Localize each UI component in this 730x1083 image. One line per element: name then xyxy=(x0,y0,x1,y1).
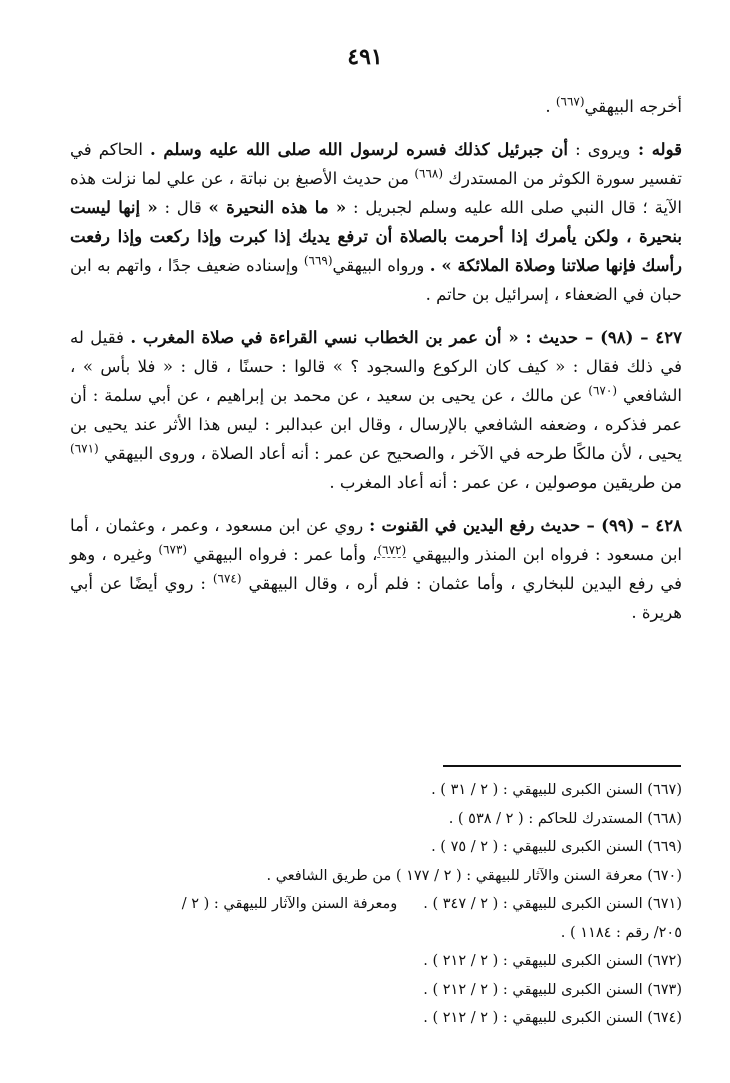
footnote-671-continuation: ٢٠٥/ رقم : ١١٨٤ ) . xyxy=(560,924,682,941)
p4-heading: ٤٢٨ – (٩٩) – حديث رفع اليدين في القنوت : xyxy=(369,516,682,535)
p2-i: ورواه البيهقي xyxy=(332,256,430,275)
p1-tail: . xyxy=(545,97,556,116)
footnote-ref-668: (٦٦٨) xyxy=(414,166,444,181)
main-text xyxy=(70,92,682,627)
footnote-ref-674: (٦٧٤) xyxy=(212,571,242,586)
p4-e: : روي أيضًا عن أبي هريرة . xyxy=(70,574,682,622)
footnote-668: (٦٦٨) المستدرك للحاكم : ( ٢ / ٥٣٨ ) . xyxy=(448,810,682,827)
footnote-671-text: (٦٧١) السنن الكبرى للبيهقي : ( ٢ / ٣٤٧ ) . xyxy=(423,896,682,912)
p3-d: من طريقين موصولين ، عن عمر : أنه أعاد المغرب . xyxy=(329,473,682,492)
p2-d: الحاكم في تفسير سورة الكوثر من المستدرك xyxy=(70,140,682,188)
p3-heading: ٤٢٧ – (٩٨) – حديث : « أن عمر بن الخطاب نسي القراءة في صلاة المغرب . xyxy=(130,328,683,347)
p4-b: روي عن ابن مسعود ، وعمر ، وعثمان ، أما ابن مسعود : فرواه ابن المنذر والبيهقي xyxy=(70,516,683,564)
p2-quote: أن جبرئيل كذلك فسره لرسول الله صلى الله عليه وسلم . xyxy=(150,140,568,159)
footnote-ref-669: (٦٦٩) xyxy=(303,253,333,268)
p3-c: عن مالك ، عن يحيى بن سعيد ، عن محمد بن إبراهيم ، عن أبي سلمة : أن عمر فذكره ، وضعفه الشافعي بالإرسال ، وقال ابن عبدالبر : ليس هذا الأثر عند يحيى بن يحيى ، لأن مالكًا طرحه في الآخر ، والصحيح عن عمر : أنه أعاد الصلاة ، وروى البيهقي xyxy=(70,386,682,463)
paragraph-3 xyxy=(70,323,682,497)
p2-h: « إنها ليست بنحيرة ، ولكن يأمرك إذا أحرمت بالصلاة أن ترفع يديك إذا كبرت وإذا ركعت وإذا رفعت رأسك فإنها صلاتنا وصلاة الملائكة » . xyxy=(70,198,682,275)
footnote-671-extra: ومعرفة السنن والآثار للبيهقي : ( ٢ / xyxy=(181,896,398,912)
p4-d: وغيره ، وهو في رفع اليدين للبخاري ، وأما عثمان : فلم أره ، وقال البيهقي xyxy=(70,545,682,593)
footnote-673: (٦٧٣) السنن الكبرى للبيهقي : ( ٢ / ٢١٢ ) . xyxy=(423,981,682,998)
footnote-ref-672: (٦٧٢) xyxy=(377,542,407,557)
p1-text: أخرجه البيهقي xyxy=(584,97,682,116)
footnote-674: (٦٧٤) السنن الكبرى للبيهقي : ( ٢ / ٢١٢ ) . xyxy=(423,1010,682,1026)
footnotes xyxy=(70,776,682,1033)
footnote-divider xyxy=(443,765,681,767)
p4-c: ، وأما عمر : فرواه البيهقي xyxy=(187,545,378,564)
footnote-ref-673: (٦٧٣) xyxy=(158,542,188,557)
p3-b: فقيل له في ذلك فقال : « كيف كان الركوع والسجود ؟ » قالوا : حسنًا ، قال : « فلا بأس » ، الشافعي xyxy=(70,328,682,405)
footnote-ref-667: (٦٦٧) xyxy=(555,94,585,109)
p2-lead: قوله : xyxy=(630,140,682,159)
footnote-672: (٦٧٢) السنن الكبرى للبيهقي : ( ٢ / ٢١٢ ) . xyxy=(423,953,682,969)
footnote-ref-670: (٦٧٠) xyxy=(588,383,618,398)
p2-f: « ما هذه النحيرة » xyxy=(208,198,347,217)
p2-b: ويروى : xyxy=(567,140,631,159)
footnote-669: (٦٦٩) السنن الكبرى للبيهقي : ( ٢ / ٧٥ ) . xyxy=(431,839,682,855)
footnote-ref-671: (٦٧١) xyxy=(70,441,99,456)
footnote-667: (٦٦٧) السنن الكبرى للبيهقي : ( ٢ / ٣١ ) . xyxy=(431,782,682,798)
paragraph-1 xyxy=(70,92,682,121)
page-number: ٤٩١ xyxy=(347,44,383,70)
paragraph-4 xyxy=(70,511,682,627)
footnote-671 xyxy=(70,890,682,919)
footnote-670: (٦٧٠) معرفة السنن والآثار للبيهقي : ( ٢ / ١٧٧ ) من طريق الشافعي . xyxy=(266,867,682,884)
p2-g: قال : xyxy=(157,198,209,217)
p2-e: من حديث الأصبغ بن نباتة ، عن علي لما نزلت هذه الآية ؛ قال النبي صلى الله عليه وسلم لجبريل : xyxy=(70,169,682,217)
p2-j: وإسناده ضعيف جدًا ، واتهم به ابن حبان في الضعفاء ، إسرائيل بن حاتم . xyxy=(70,256,682,304)
paragraph-2 xyxy=(70,135,682,309)
